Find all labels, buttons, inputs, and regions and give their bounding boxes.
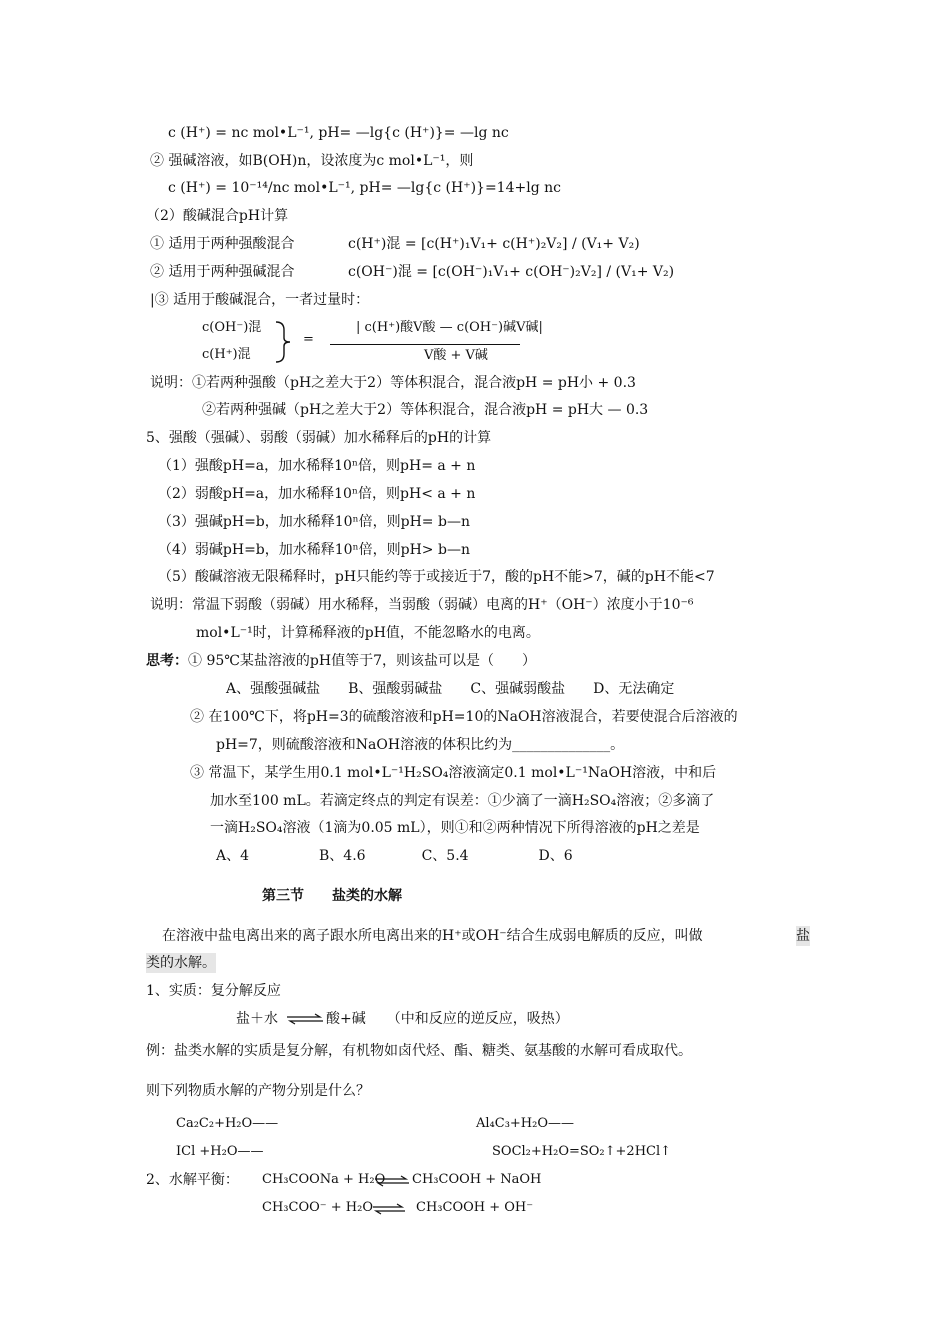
text-line: （5）酸碱溶液无限稀释时，pH只能约等于或接近于7，酸的pH不能>7，碱的pH不能<7	[158, 569, 715, 585]
fraction-bar	[330, 344, 520, 345]
formula-numerator: | c(H⁺)酸V酸 — c(OH⁻)碱V碱|	[356, 320, 543, 335]
equilibrium-arrow-icon	[372, 1203, 406, 1215]
highlighted-term: 盐	[796, 928, 810, 944]
text-line: 说明：①若两种强酸（pH之差大于2）等体积混合，混合液pH = pH小 + 0.3	[150, 375, 636, 391]
section-title: 第三节 盐类的水解	[262, 888, 402, 904]
text-line: 5、强酸（强碱）、弱酸（弱碱）加水稀释后的pH的计算	[146, 430, 492, 446]
text-line: pH=7，则硫酸溶液和NaOH溶液的体积比约为______________。	[216, 737, 625, 753]
equation-left: CH₃COO⁻ + H₂O	[262, 1200, 373, 1215]
text-line: 则下列物质水解的产物分别是什么？	[146, 1083, 370, 1099]
think-label: 思考：	[146, 653, 188, 669]
text-line: ② 适用于两种强碱混合	[150, 264, 295, 280]
text-line: c (H⁺) = 10⁻¹⁴/nc mol•L⁻¹, pH= —lg{c (H⁺)}=14+lg nc	[168, 180, 561, 196]
formula: c(OH⁻)混 = [c(OH⁻)₁V₁+ c(OH⁻)₂V₂] / (V₁+ V₂)	[348, 264, 675, 280]
text-line: 1、实质：复分解反应	[146, 983, 281, 999]
text-line: （4）弱碱pH=b，加水稀释10ⁿ倍，则pH> b—n	[158, 542, 470, 558]
equation-left: CH₃COONa + H₂O	[262, 1172, 386, 1187]
reaction: SOCl₂+H₂O=SO₂↑+2HCl↑	[492, 1144, 672, 1159]
choice-line: A、4 B、4.6 C、5.4 D、6	[216, 848, 573, 864]
text-line: ② 在100℃下，将pH=3的硫酸溶液和pH=10的NaOH溶液混合，若要使混合后溶液的	[190, 709, 738, 725]
text-line: ① 95℃某盐溶液的pH值等于7，则该盐可以是（ ）	[188, 653, 537, 669]
reaction: ICl +H₂O——	[176, 1144, 264, 1159]
equilibrium-arrow-icon	[374, 1175, 410, 1187]
reaction: Al₄C₃+H₂O——	[476, 1116, 575, 1131]
formula-lhs-oh: c(OH⁻)混	[202, 320, 262, 335]
formula-denominator: V酸 + V碱	[424, 348, 488, 363]
equation-left: 盐＋水	[236, 1011, 278, 1027]
highlighted-term: 类的水解。	[146, 955, 216, 971]
brace-icon	[272, 320, 294, 364]
equilibrium-arrow-icon	[286, 1013, 324, 1025]
text-line: （2）酸碱混合pH计算	[146, 208, 289, 224]
text-line: 说明：常温下弱酸（弱碱）用水稀释，当弱酸（弱碱）电离的H⁺（OH⁻）浓度小于10⁻⁶	[150, 597, 694, 613]
equation-right: CH₃COOH + OH⁻	[416, 1200, 534, 1215]
equation-right: CH₃COOH + NaOH	[412, 1172, 542, 1187]
text-line: 2、水解平衡：	[146, 1172, 239, 1188]
text-line: 一滴H₂SO₄溶液（1滴为0.05 mL），则①和②两种情况下所得溶液的pH之差是	[210, 820, 700, 836]
text-line: ① 适用于两种强酸混合	[150, 236, 295, 252]
formula: c(H⁺)混 = [c(H⁺)₁V₁+ c(H⁺)₂V₂] / (V₁+ V₂)	[348, 236, 640, 252]
text-line: （2）弱酸pH=a，加水稀释10ⁿ倍，则pH< a + n	[158, 486, 476, 502]
text-line: ② 强碱溶液，如B(OH)n，设浓度为c mol•L⁻¹，则	[150, 153, 474, 169]
choice-line: A、强酸强碱盐 B、强酸弱碱盐 C、强碱弱酸盐 D、无法确定	[226, 681, 675, 697]
text-line: （1）强酸pH=a，加水稀释10ⁿ倍，则pH= a + n	[158, 458, 476, 474]
text-line: c (H⁺) = nc mol•L⁻¹, pH= —lg{c (H⁺)}= —lg nc	[168, 125, 509, 141]
text-line: 例：盐类水解的实质是复分解，有机物如卤代烃、酯、糖类、氨基酸的水解可看成取代。	[146, 1043, 692, 1059]
reaction: Ca₂C₂+H₂O——	[176, 1116, 279, 1131]
text-line: ③ 常温下，某学生用0.1 mol•L⁻¹H₂SO₄溶液滴定0.1 mol•L⁻¹NaOH溶液，中和后	[190, 765, 717, 781]
text-line: ②若两种强碱（pH之差大于2）等体积混合，混合液pH = pH大 — 0.3	[202, 402, 649, 418]
text-line: （3）强碱pH=b，加水稀释10ⁿ倍，则pH= b—n	[158, 514, 470, 530]
equation-right: 酸+碱 （中和反应的逆反应，吸热）	[326, 1011, 569, 1027]
paragraph-line: 在溶液中盐电离出来的离子跟水所电离出来的H⁺或OH⁻结合生成弱电解质的反应，叫做	[162, 928, 703, 944]
text-line: 加水至100 mL。若滴定终点的判定有误差：①少滴了一滴H₂SO₄溶液；②多滴了	[210, 793, 715, 809]
text-line: mol•L⁻¹时，计算稀释液的pH值，不能忽略水的电离。	[196, 625, 540, 641]
formula-lhs-h: c(H⁺)混	[202, 347, 251, 362]
text-line: |③ 适用于酸碱混合，一者过量时：	[150, 292, 370, 308]
formula-equals: =	[303, 332, 314, 347]
